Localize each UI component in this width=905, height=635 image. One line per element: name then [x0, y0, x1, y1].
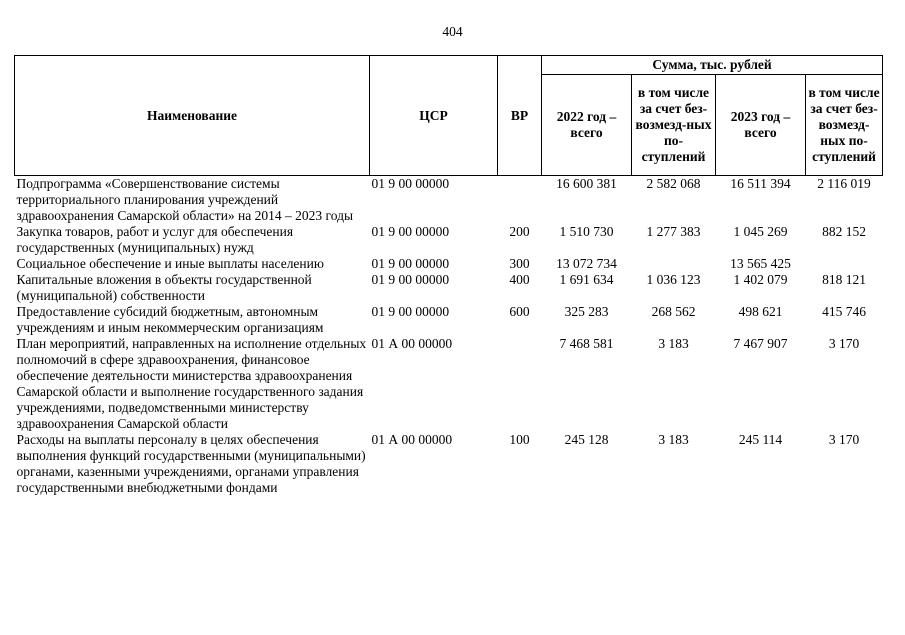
table-row	[15, 256, 883, 272]
header-csr: ЦСР	[370, 56, 498, 176]
cell-name: Капитальные вложения в объекты государственной (муниципальной) собственности	[16, 272, 312, 303]
cell-name: Закупка товаров, работ и услуг для обеспечения государственных (муниципальных) нужд	[16, 224, 294, 255]
cell-2023-free: 818 121	[822, 272, 866, 287]
cell-vr: 200	[509, 224, 530, 239]
cell-2023-free: 882 152	[822, 224, 866, 239]
cell-2023-total: 498 621	[738, 304, 783, 319]
header-name: Наименование	[15, 56, 370, 176]
cell-2022-total: 325 283	[564, 304, 609, 319]
header-2023-total: 2023 год – всего	[716, 75, 806, 176]
cell-2022-free: 268 562	[651, 304, 696, 319]
page-number: 404	[442, 24, 463, 39]
cell-2022-total: 245 128	[564, 432, 609, 447]
table-header	[15, 56, 883, 176]
cell-name: Расходы на выплаты персоналу в целях обеспечения выполнения функций государственными (муниципальными) органами, казенными учреждениями, органами управления государственными внебюджетными фондами	[16, 432, 366, 495]
header-sum-group: Сумма, тыс. рублей	[542, 56, 883, 75]
cell-2023-free: 2 116 019	[817, 176, 871, 191]
cell-2022-total: 13 072 734	[556, 256, 617, 271]
cell-name: План мероприятий, направленных на исполнение отдельных полномочий в сфере здравоохранения, финансовое обеспечение деятельности министерства здравоохранения Самарской области и выполнение государственного задания учреждениями, подведомственными министерству здравоохранения Самарской области	[16, 336, 367, 431]
header-vr: ВР	[498, 56, 542, 176]
cell-2023-total: 1 402 079	[733, 272, 788, 287]
cell-2023-total: 1 045 269	[733, 224, 788, 239]
cell-2023-free: 3 170	[828, 432, 860, 447]
cell-2023-total: 13 565 425	[730, 256, 791, 271]
cell-name: Социальное обеспечение и иные выплаты населению	[16, 256, 324, 271]
cell-csr: 01 А 00 00000	[371, 432, 453, 447]
cell-2023-free: 3 170	[828, 336, 860, 351]
cell-vr: 100	[509, 432, 530, 447]
cell-2023-free	[806, 256, 883, 272]
header-2022-total: 2022 год – всего	[542, 75, 632, 176]
cell-2022-total: 1 510 730	[559, 224, 614, 239]
table-row	[15, 304, 883, 336]
cell-vr: 600	[509, 304, 530, 319]
cell-2022-free: 3 183	[658, 432, 689, 447]
table-row	[15, 336, 883, 432]
cell-csr: 01 9 00 00000	[371, 272, 450, 287]
cell-2022-free: 1 277 383	[646, 224, 701, 239]
cell-2023-free: 415 746	[822, 304, 866, 319]
cell-name: Предоставление субсидий бюджетным, автономным учреждениям и иным некоммерческим организациям	[16, 304, 324, 335]
table-row	[15, 224, 883, 256]
cell-2022-free: 2 582 068	[646, 176, 701, 191]
cell-vr: 300	[509, 256, 530, 271]
cell-2022-free	[632, 256, 716, 272]
cell-csr: 01 А 00 00000	[371, 336, 453, 351]
cell-vr	[498, 336, 542, 432]
cell-2022-total: 7 468 581	[559, 336, 614, 351]
cell-csr: 01 9 00 00000	[371, 256, 450, 271]
table-row	[15, 176, 883, 225]
cell-csr: 01 9 00 00000	[371, 304, 450, 319]
cell-2023-total: 245 114	[738, 432, 783, 447]
cell-vr	[498, 176, 542, 225]
cell-2023-total: 16 511 394	[730, 176, 791, 191]
cell-csr: 01 9 00 00000	[371, 224, 450, 239]
cell-2023-total: 7 467 907	[733, 336, 788, 351]
table-row	[15, 432, 883, 496]
cell-2022-total: 16 600 381	[556, 176, 617, 191]
table-body	[15, 176, 883, 497]
cell-name: Подпрограмма «Совершенствование системы территориального планирования учреждений здравоохранения Самарской области» на 2014 – 2023 годы	[16, 176, 354, 223]
cell-vr: 400	[509, 272, 530, 287]
cell-2022-free: 1 036 123	[646, 272, 701, 287]
header-2022-free: в том числе за счет без-возмезд-ных по-ступлений	[632, 75, 716, 176]
budget-table	[14, 55, 883, 496]
cell-2022-total: 1 691 634	[559, 272, 614, 287]
header-2023-free: в том числе за счет без-возмезд-ных по-ступлений	[806, 75, 883, 176]
cell-csr: 01 9 00 00000	[371, 176, 450, 191]
cell-2022-free: 3 183	[658, 336, 689, 351]
table-row	[15, 272, 883, 304]
